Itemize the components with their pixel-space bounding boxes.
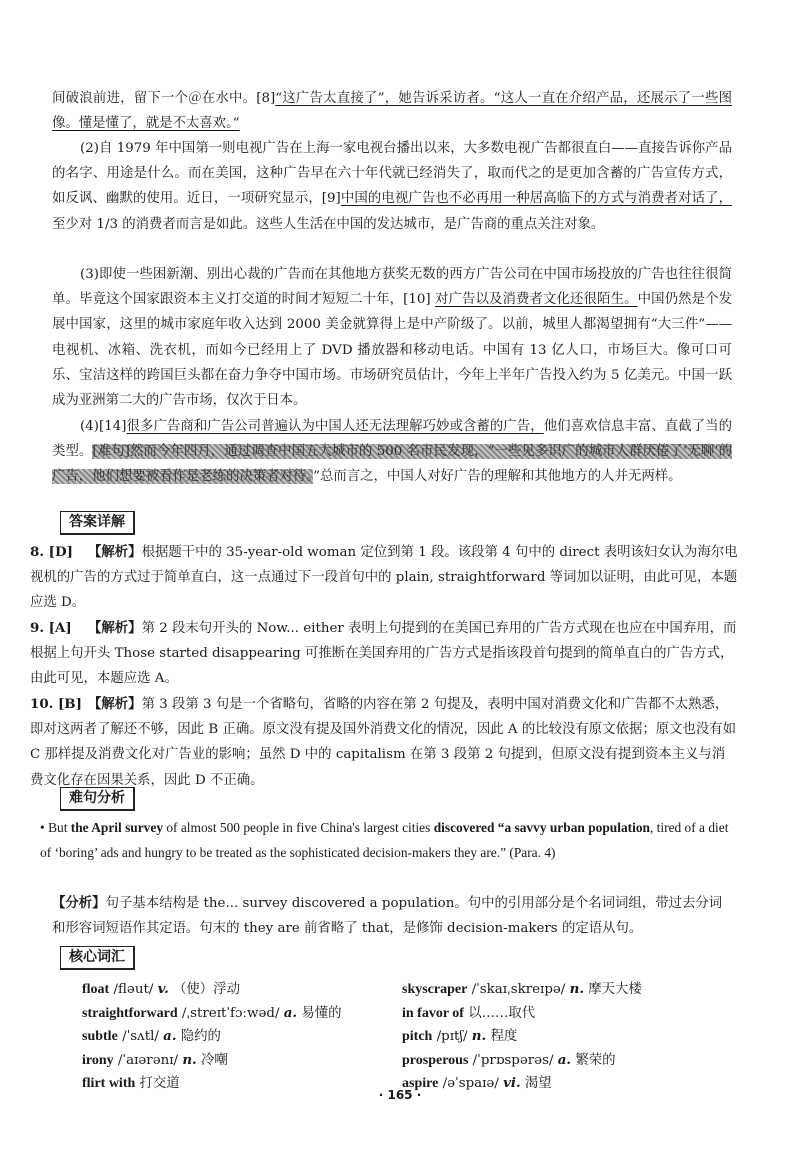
text-run: But	[48, 820, 71, 835]
vocab-row	[82, 1049, 722, 1073]
vocab-row	[82, 978, 722, 1002]
hard-sentence-analysis	[52, 891, 732, 941]
predicate-phrase: discovered “a savvy urban population	[433, 820, 650, 835]
text-run: (2)自 1979 年中国第一则电视广告在上海一家电视台播出以来，大多数电视广告都很直白——直接告诉你产品的名字、用途是什么。而在美国，这种广告早在六十年代就已经消失了，取而代之的是更加含蓄的广告宣传方式，如反讽、幽默的使用。近日，一项研究显示，[9]	[52, 141, 732, 207]
answers-section-title: 答案详解	[60, 511, 135, 535]
vocab-entry: straightforward /ˌstreɪtˈfɔːwəd/ a. 易懂的	[82, 1004, 342, 1021]
passage-paragraph-3	[52, 262, 732, 413]
answer-item	[30, 616, 738, 692]
text-run: 间破浪前进，留下一个＠在水中。[8]	[52, 91, 276, 106]
text-run: 他们喜欢信息丰富、直截了当的类型。	[52, 419, 733, 460]
underlined-sentence: “这广告太直接了”，她告诉采访者。“这人一直在介绍产品，还展示了一些图像。懂是懂了，就是不太喜欢。”	[52, 91, 732, 132]
text-run: (4)[14]	[80, 419, 127, 434]
bullet: •	[40, 820, 45, 835]
hard-sentence-section-title: 难句分析	[60, 787, 135, 811]
analysis-tag: 【分析】	[52, 895, 106, 911]
answer-text: 根据题干中的 35-year-old woman 定位到第 1 段。该段第 4 句中的 direct 表明该妇女认为海尔电视机的广告的方式过于简单直白，这一点通过下一段首句中的 plain, straightforward 等词加以证明，由此可见，本题应选 D。	[30, 545, 738, 611]
text-run: , tired of a diet of ‘boring’ ads and hungry to be treated as the sophisticated decision-makers they are.” (Para. 4)	[40, 820, 729, 861]
answer-text: 第 2 段末句开头的 Now... either 表明上句提到的在美国已弃用的广告方式现在也应在中国弃用，而根据上句开头 Those started disappearing 可推断在美国弃用的广告方式是指该段首句提到的简单直白的广告方式，由此可见，本题应选 A。	[30, 621, 737, 687]
page-number: · 165 ·	[378, 1088, 422, 1102]
passage-paragraph-4	[52, 414, 732, 490]
answer-number: 10. [B]	[30, 696, 82, 712]
underlined-sentence: 对广告以及消费者文化还很陌生。	[435, 292, 638, 308]
answer-tag: 【解析】	[88, 696, 142, 712]
vocab-list	[82, 978, 722, 1096]
shaded-hard-sentence: [难句]然而今年四月，通过调查中国五大城市的 500 名市民发现，“一些见多识广的城市人群厌倦了‘无聊’的广告，他们想要被看作是老练的决策者对待。	[52, 444, 732, 485]
answer-item	[30, 540, 738, 616]
answer-tag: 【解析】	[88, 544, 142, 560]
hard-sentence	[40, 815, 732, 865]
text-run: of almost 500 people in five China's largest cities	[163, 820, 434, 835]
passage-paragraph-2	[52, 136, 732, 237]
vocab-entry: pitch /pɪtʃ/ n. 程度	[402, 1028, 518, 1045]
text-run: ”总而言之，中国人对好广告的理解和其他地方的人并无两样。	[313, 469, 682, 485]
answer-tag: 【解析】	[88, 620, 142, 636]
analysis-text: 句子基本结构是 the... survey discovered a population。句中的引用部分是个名词词组，带过去分词和形容词短语作其定语。句末的 they are 前省略了 that，是修饰 decision-makers 的定语从句。	[52, 896, 723, 937]
vocab-entry: subtle /ˈsʌtl/ a. 隐约的	[82, 1028, 221, 1045]
answer-number: 9. [A]	[30, 620, 72, 636]
answer-text: 第 3 段第 3 句是一个省略句，省略的内容在第 2 句提及，表明中国对消费文化和广告都不太熟悉，即对这两者了解还不够，因此 B 正确。原文没有提及国外消费文化的情况，因此 A 的比较没有原文依据；原文也没有如 C 那样提及消费文化对广告业的影响；虽然 D 中的 capitalism 在第 3 段第 2 句提到，但原文没有提到资本主义与消费文化存在因果关系，因此 D 不正确。	[30, 697, 737, 788]
text-run: 至少对 1/3 的消费者而言是如此。这些人生活在中国的发达城市，是广告商的重点关注对象。	[52, 216, 605, 232]
vocab-row	[82, 1025, 722, 1049]
subject-phrase: the April survey	[70, 820, 164, 835]
vocab-section-title: 核心词汇	[60, 946, 135, 970]
vocab-entry: float /fləut/ v. （使）浮动	[82, 981, 240, 997]
vocab-entry: skyscraper /ˈskaɪˌskreɪpə/ n. 摩天大楼	[402, 981, 642, 997]
vocab-entry: irony /ˈaɪərənɪ/ n. 冷嘲	[82, 1051, 228, 1068]
vocab-entry: flirt with 打交道	[82, 1076, 180, 1092]
text-run: (3)即使一些困新潮、别出心裁的广告而在其他地方获奖无数的西方广告公司在中国市场投放的广告也往往很简单。毕竟这个国家跟资本主义打交道的时间才短短二十年，[10]	[52, 267, 732, 308]
passage-paragraph-1-end	[52, 86, 732, 136]
answer-item	[30, 692, 738, 793]
underlined-sentence: 很多广告商和广告公司普遍认为中国人还无法理解巧妙或含蓄的广告，	[126, 419, 544, 434]
text-run: 中国仍然是个发展中国家，这里的城市家庭年收入达到 2000 美金就算得上是中产阶级了。以前，城里人都渴望拥有“大三件”——电视机、冰箱、洗衣机，而如今已经用上了 DVD 播放器和移动电话。中国有 13 亿人口，市场巨大。像可口可乐、宝洁这样的跨国巨头都在奋力争夺中国市场。市场研究员估计，今年上半年广告投入约为 5 亿美元。中国一跃成为亚洲第二大的广告市场，仅次于日本。	[52, 292, 732, 409]
vocab-entry: aspire /əˈspaɪə/ vi. 渴望	[402, 1075, 552, 1092]
vocab-entry: prosperous /ˈprɒspərəs/ a. 繁荣的	[402, 1051, 616, 1068]
vocab-entry: in favor of 以……取代	[402, 1005, 536, 1021]
underlined-sentence: 中国的电视广告也不必再用一种居高临下的方式与消费者对话了，	[340, 191, 733, 207]
vocab-row	[82, 1002, 722, 1026]
answer-number: 8. [D]	[30, 544, 73, 560]
